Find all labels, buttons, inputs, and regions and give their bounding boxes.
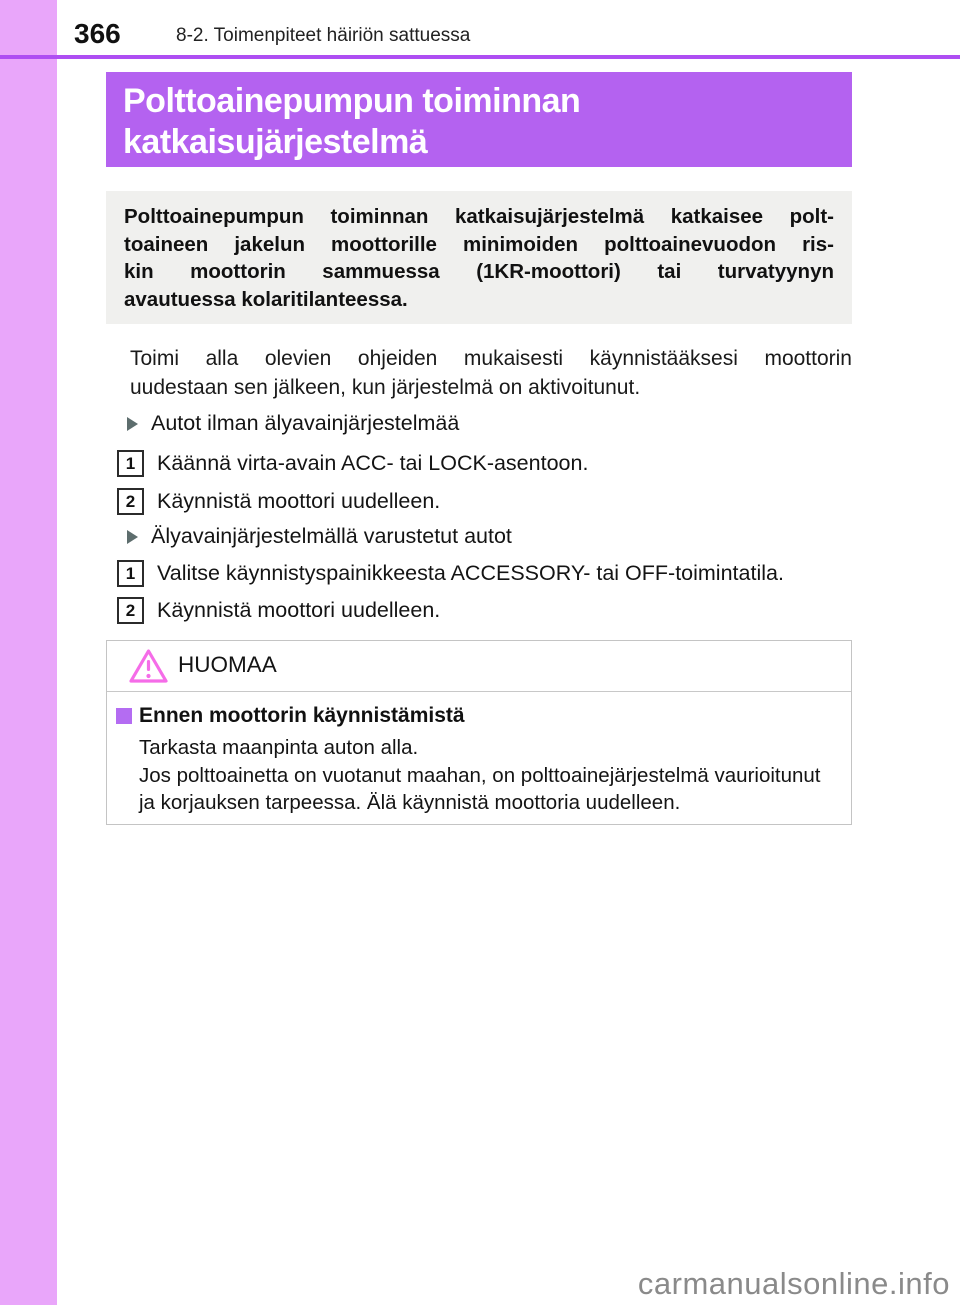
step-number-box: 1 <box>117 450 144 477</box>
notice-line: Jos polttoainetta on vuotanut maahan, on polttoainejärjestelmä vaurioitunut <box>139 763 821 787</box>
step-text: Käynnistä moottori uudelleen. <box>157 489 441 513</box>
summary-line: avautuessa kolaritilanteessa. <box>124 287 408 311</box>
section-label-text: Älyavainjärjestelmällä varustetut autot <box>151 524 512 548</box>
section-title-line-2: katkaisujärjestelmä <box>123 123 428 161</box>
summary-line: kin moottorin sammuessa (1KR-moottori) tai turvatyynyn <box>124 260 834 283</box>
step-text: Käynnistä moottori uudelleen. <box>157 598 441 622</box>
notice-line: Tarkasta maanpinta auton alla. <box>139 736 419 759</box>
step-number-box: 2 <box>117 488 144 515</box>
summary-line: toaineen jakelun moottorille minimoiden polttoainevuodon ris- <box>124 232 834 256</box>
step-number-box: 2 <box>117 597 144 624</box>
step-row <box>117 559 852 588</box>
notice-body <box>139 734 831 817</box>
chapter-title: 8-2. Toimenpiteet häiriön sattuessa <box>176 25 471 46</box>
step-text: Valitse käynnistyspainikkeesta ACCESSORY- tai OFF-toimintatila. <box>157 561 784 585</box>
intro-paragraph <box>130 344 852 402</box>
notice-heading: Ennen moottorin käynnistämistä <box>139 704 465 727</box>
section-title-line-1: Polttoainepumpun toiminnan <box>123 82 581 120</box>
notice-content <box>107 692 851 817</box>
summary-box <box>106 191 852 324</box>
arrow-bullet-icon <box>127 530 138 544</box>
step-row <box>117 449 852 478</box>
header-rule <box>0 55 960 59</box>
step-row <box>117 596 852 625</box>
warning-triangle-icon <box>128 648 169 685</box>
page-number: 366 <box>74 18 121 49</box>
notice-header <box>107 641 851 692</box>
notice-box <box>106 640 852 825</box>
notice-heading-row <box>116 704 831 728</box>
watermark: carmanualsonline.info <box>637 1266 950 1301</box>
section-label-no-smartkey <box>127 411 459 436</box>
summary-line: Polttoainepumpun toiminnan katkaisujärjestelmä katkaisee polt- <box>124 205 834 228</box>
section-label-text: Autot ilman älyavainjärjestelmää <box>151 411 460 435</box>
notice-title: HUOMAA <box>178 652 277 677</box>
sidebar-stripe <box>0 0 57 1305</box>
section-title-block <box>106 72 852 167</box>
section-label-smartkey <box>127 524 512 549</box>
square-bullet-icon <box>116 708 132 724</box>
intro-line: uudestaan sen jälkeen, kun järjestelmä on aktivoitunut. <box>130 376 641 399</box>
step-text: Käännä virta-avain ACC- tai LOCK-asentoon. <box>157 451 589 475</box>
intro-line: Toimi alla olevien ohjeiden mukaisesti käynnistääksesi moottorin <box>130 347 852 370</box>
arrow-bullet-icon <box>127 417 138 431</box>
step-number-box: 1 <box>117 560 144 587</box>
notice-line: ja korjauksen tarpeessa. Älä käynnistä moottoria uudelleen. <box>139 791 681 814</box>
step-row <box>117 487 852 516</box>
